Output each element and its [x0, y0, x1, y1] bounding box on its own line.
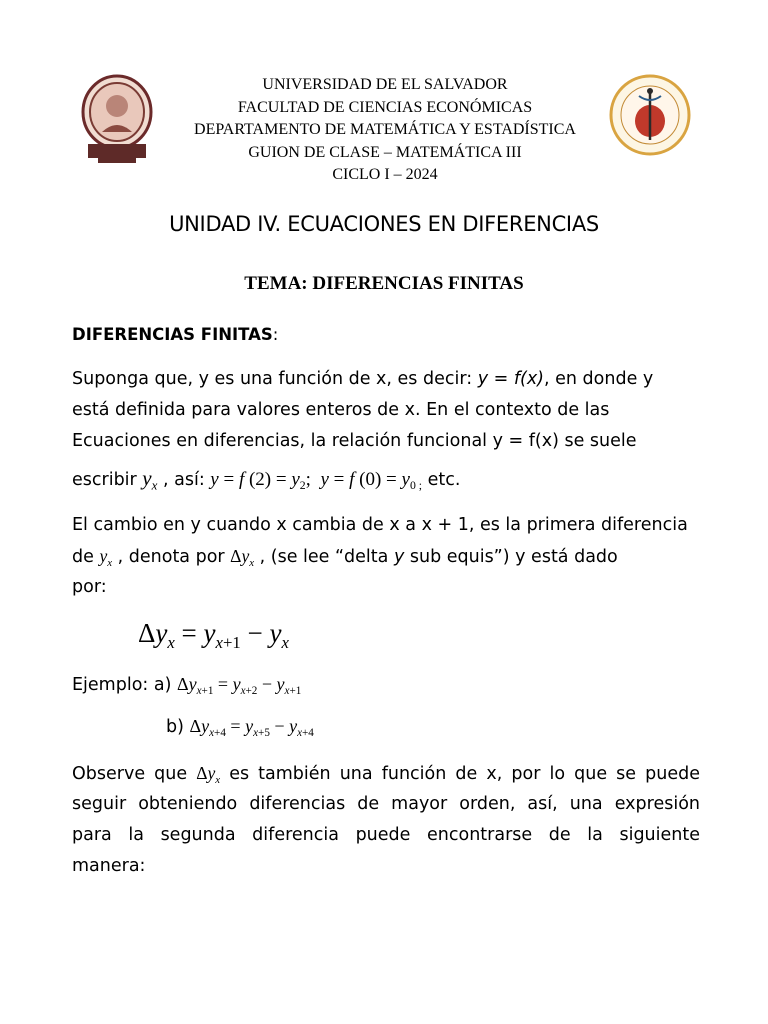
section-heading-text: DIFERENCIAS FINITAS [72, 325, 273, 344]
p3-line1-start: Observe que [72, 764, 197, 784]
example-label: Ejemplo: a) [72, 675, 172, 695]
topic-title: TEMA: DIFERENCIAS FINITAS [244, 273, 524, 294]
section-heading [72, 325, 278, 344]
p2-line2-start: de [72, 547, 100, 567]
unit-title: UNIDAD IV. ECUACIONES EN DIFERENCIAS [169, 212, 599, 236]
faculty-seal-logo [609, 74, 691, 156]
institution-header [150, 74, 620, 187]
paragraph-definition [72, 364, 700, 499]
p2-line2-denote: , denota por [117, 547, 231, 567]
p1-line4-mid: , así: [162, 470, 211, 490]
p2-line2-end: sub equis”) y está dado [404, 547, 618, 567]
formula-delta-yx-inline: $\Delta y_x$ [230, 546, 255, 569]
example-b-label: b) [166, 717, 184, 737]
p3-line1-end: es también una función de x, por lo que se puede [229, 764, 700, 784]
section-heading-colon: : [272, 325, 279, 344]
p1-line4-end: etc. [422, 470, 461, 490]
first-difference-formula: $\Delta y_x = y_{x+1} - y_x$ [138, 618, 289, 652]
example-a-formula: $\Delta y_{x+1} = y_{x+2} - y_{x+1}$ [177, 674, 302, 697]
university-name: UNIVERSIDAD DE EL SALVADOR [262, 76, 508, 93]
p1-line1-start: Suponga que, y es una función de x, es decir: [72, 369, 478, 389]
p1-line2: está definida para valores enteros de x. En el contexto de las [72, 400, 610, 420]
course-guide: GUION DE CLASE – MATEMÁTICA III [248, 143, 522, 161]
p3-line3: para la segunda diferencia puede encontrarse de la siguiente [72, 825, 700, 845]
term: CICLO I – 2024 [332, 166, 438, 184]
university-seal-logo [80, 74, 154, 166]
p1-function-notation: y = f(x) [477, 369, 545, 389]
p2-line2-read: , (se lee “delta [259, 547, 394, 567]
p2-line1: El cambio en y cuando x cambia de x a x + 1, es la primera diferencia [72, 515, 688, 535]
p3-line4: manera: [72, 856, 146, 876]
example-b-formula: $\Delta y_{x+4} = y_{x+5} - y_{x+4}$ [189, 716, 314, 739]
example-a [72, 674, 301, 697]
example-b [166, 716, 314, 739]
p1-line4-start: escribir [72, 470, 143, 490]
faculty-name: FACULTAD DE CIENCIAS ECONÓMICAS [237, 98, 533, 116]
p1-line3: Ecuaciones en diferencias, la relación funcional y = f(x) se suele [72, 431, 637, 451]
paragraph-higher-order [72, 758, 700, 882]
formula-yx: $y_x$ [142, 466, 158, 493]
formula-examples: y = f $(2) = y_2$; y = f $(0) = y_{0 ;}$ [210, 469, 423, 493]
department-name: DEPARTAMENTO DE MATEMÁTICA Y ESTADÍSTICA [194, 121, 576, 139]
p2-y-italic: y [393, 547, 405, 567]
paragraph-first-difference [72, 510, 700, 603]
formula-delta-yx-observe: $\Delta y_x$ [196, 763, 221, 786]
p3-line2: seguir obteniendo diferencias de mayor orden, así, una expresión [72, 794, 700, 814]
p1-line1-end: , en donde y [544, 369, 654, 389]
p2-line3: por: [72, 577, 107, 597]
formula-yx-inline: $y_x$ [99, 546, 113, 569]
